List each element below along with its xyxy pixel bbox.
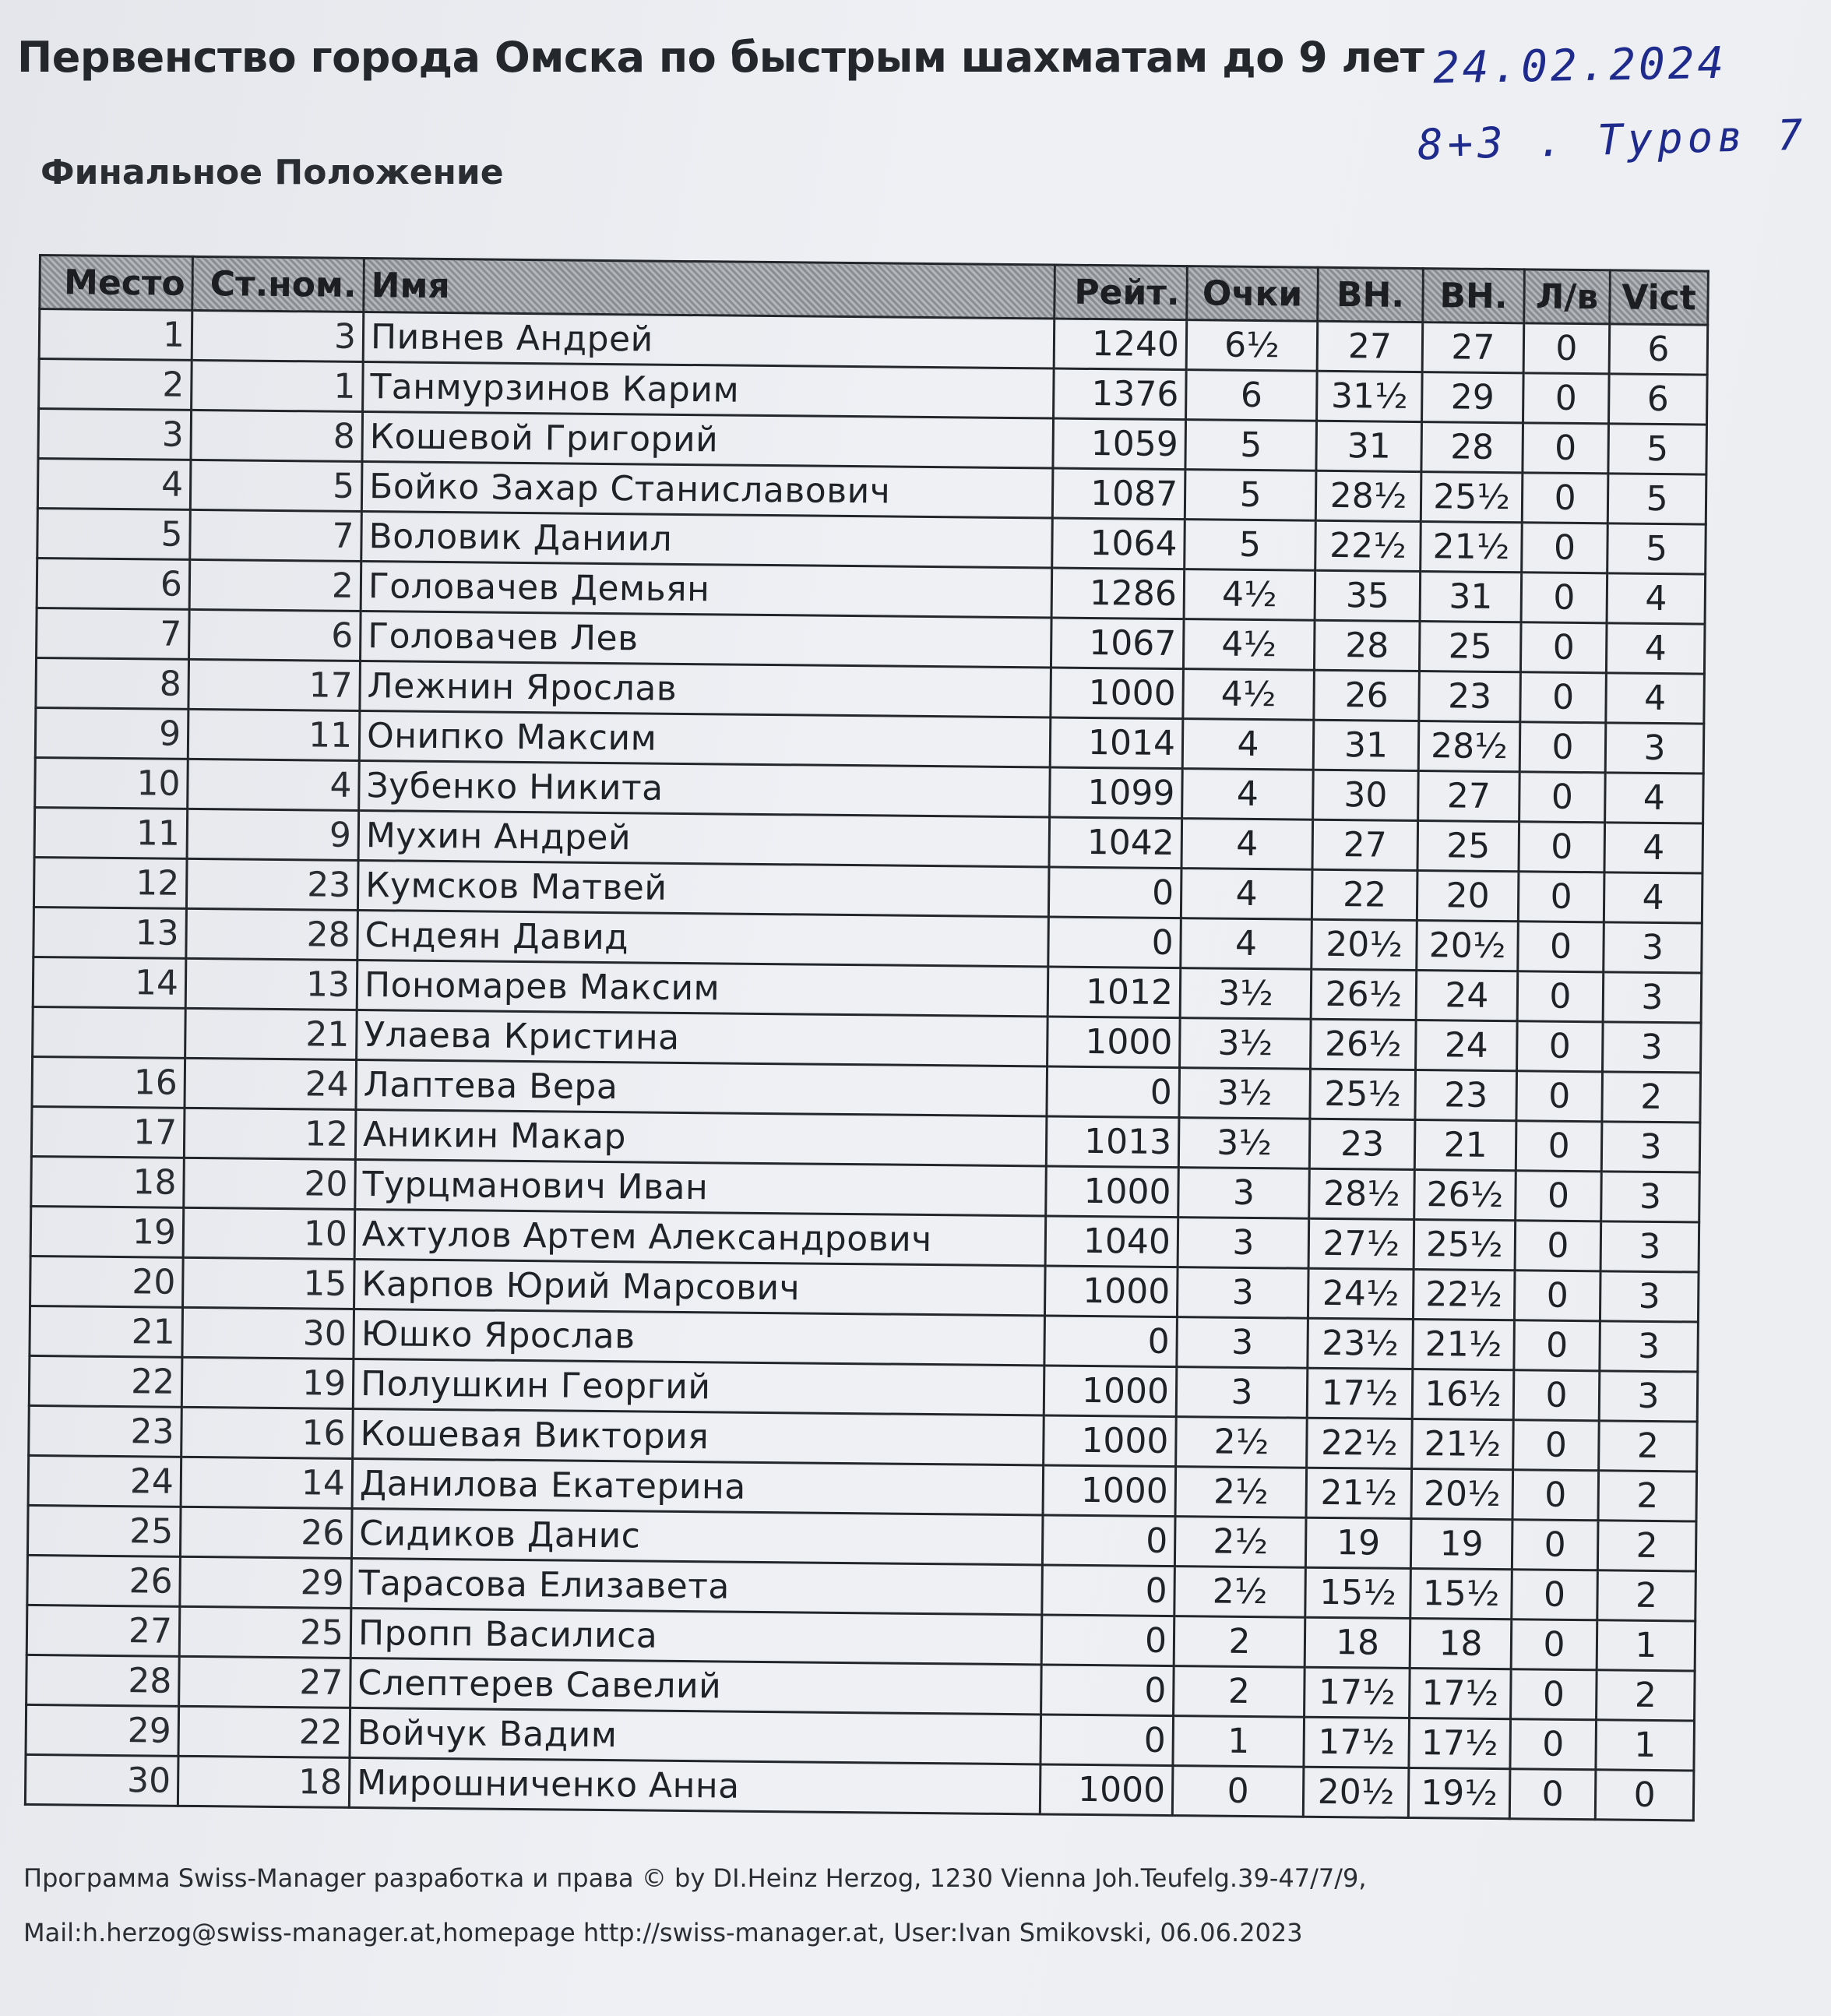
player-name-cell: Тарасова Елизавета — [351, 1558, 1043, 1615]
rating-cell: 1040 — [1045, 1216, 1178, 1267]
tiebreak-2-cell: 25½ — [1421, 472, 1523, 523]
rating-cell: 1064 — [1052, 518, 1185, 569]
points-cell: 3½ — [1178, 1118, 1310, 1169]
tiebreak-2-cell: 21 — [1414, 1120, 1516, 1171]
start-number-cell: 12 — [184, 1108, 356, 1159]
start-number-cell: 26 — [180, 1507, 352, 1558]
player-name-cell: Головачев Демьян — [361, 561, 1052, 618]
rating-cell: 1012 — [1048, 967, 1181, 1018]
place-cell: 8 — [36, 657, 189, 709]
direct-encounter-cell: 0 — [1518, 872, 1604, 922]
start-number-cell: 22 — [178, 1706, 350, 1757]
tiebreak-2-cell: 16½ — [1412, 1369, 1514, 1419]
rating-cell: 0 — [1042, 1515, 1175, 1567]
victories-cell: 6 — [1609, 324, 1708, 375]
start-number-cell: 21 — [185, 1008, 357, 1059]
points-cell: 3 — [1177, 1317, 1308, 1369]
direct-encounter-cell: 0 — [1517, 971, 1604, 1022]
header-tiebreak-2: ВН. — [1423, 269, 1525, 323]
header-name: Имя — [364, 259, 1055, 319]
points-cell: 3½ — [1180, 1018, 1312, 1070]
tiebreak-1-cell: 20½ — [1303, 1767, 1409, 1817]
start-number-cell: 20 — [184, 1158, 356, 1209]
victories-cell: 5 — [1607, 474, 1706, 524]
victories-cell: 3 — [1605, 723, 1704, 774]
place-cell: 29 — [26, 1704, 179, 1756]
direct-encounter-cell: 0 — [1514, 1320, 1600, 1371]
place-cell: 10 — [35, 757, 188, 809]
tiebreak-2-cell: 25 — [1419, 622, 1521, 672]
rating-cell: 1000 — [1048, 1017, 1181, 1068]
start-number-cell: 13 — [185, 958, 357, 1010]
tiebreak-2-cell: 20 — [1417, 871, 1519, 922]
points-cell: 3 — [1177, 1267, 1308, 1319]
tiebreak-1-cell: 35 — [1315, 570, 1421, 621]
tiebreak-1-cell: 28 — [1314, 620, 1420, 671]
rating-cell: 0 — [1042, 1565, 1175, 1616]
header-points: Очки — [1187, 266, 1319, 322]
player-name-cell: Танмурзинов Карим — [363, 362, 1055, 419]
tiebreak-1-cell: 24½ — [1308, 1268, 1414, 1319]
victories-cell: 4 — [1604, 872, 1702, 923]
start-number-cell: 14 — [181, 1457, 353, 1508]
direct-encounter-cell: 0 — [1523, 373, 1610, 424]
player-name-cell: Полушкин Георгий — [353, 1359, 1044, 1415]
rating-cell: 1000 — [1043, 1465, 1176, 1517]
victories-cell: 4 — [1604, 823, 1703, 873]
tiebreak-1-cell: 23½ — [1308, 1318, 1414, 1369]
tiebreak-1-cell: 22½ — [1307, 1418, 1413, 1468]
tiebreak-2-cell: 31 — [1420, 572, 1522, 622]
tiebreak-2-cell: 27 — [1418, 771, 1520, 822]
victories-cell: 4 — [1607, 573, 1706, 624]
place-cell: 23 — [29, 1405, 182, 1457]
rating-cell: 0 — [1041, 1715, 1174, 1766]
direct-encounter-cell: 0 — [1519, 722, 1606, 773]
rating-cell: 1000 — [1044, 1415, 1177, 1467]
start-number-cell: 7 — [190, 509, 362, 561]
rating-cell: 0 — [1048, 867, 1181, 918]
player-name-cell: Кошевой Григорий — [362, 411, 1054, 468]
points-cell: 3 — [1178, 1168, 1310, 1219]
start-number-cell: 15 — [183, 1257, 355, 1309]
header-direct-encounter: Л/в — [1524, 270, 1611, 324]
tiebreak-2-cell: 15½ — [1410, 1568, 1512, 1619]
direct-encounter-cell: 0 — [1520, 622, 1607, 673]
rating-cell: 1042 — [1049, 817, 1182, 869]
tiebreak-1-cell: 30 — [1313, 770, 1419, 820]
rating-cell: 1000 — [1040, 1764, 1173, 1816]
victories-cell: 5 — [1607, 523, 1706, 574]
player-name-cell: Аникин Макар — [355, 1109, 1047, 1166]
points-cell: 3½ — [1179, 1068, 1311, 1119]
player-name-cell: Пивнев Андрей — [363, 312, 1055, 369]
direct-encounter-cell: 0 — [1516, 1171, 1602, 1221]
player-name-cell: Головачев Лев — [361, 611, 1052, 668]
tiebreak-1-cell: 31 — [1313, 720, 1419, 770]
direct-encounter-cell: 0 — [1517, 1021, 1604, 1072]
handwritten-note: 8+3 . Туров 7 — [1417, 110, 1808, 170]
tiebreak-2-cell: 24 — [1416, 971, 1518, 1021]
tiebreak-2-cell: 29 — [1422, 372, 1524, 423]
place-cell: 5 — [37, 508, 191, 559]
victories-cell: 2 — [1597, 1521, 1696, 1571]
points-cell: 5 — [1185, 520, 1316, 571]
place-cell: 14 — [33, 957, 186, 1008]
start-number-cell: 28 — [186, 908, 358, 960]
player-name-cell: Ахтулов Артем Александрович — [354, 1209, 1046, 1266]
points-cell: 4 — [1182, 769, 1314, 820]
start-number-cell: 1 — [192, 360, 364, 411]
victories-cell: 1 — [1597, 1620, 1695, 1671]
tiebreak-1-cell: 22½ — [1315, 520, 1421, 571]
place-cell: 22 — [29, 1355, 182, 1407]
player-name-cell: Войчук Вадим — [350, 1708, 1041, 1764]
victories-cell: 2 — [1597, 1570, 1696, 1621]
rating-cell: 0 — [1041, 1615, 1174, 1666]
tiebreak-1-cell: 31 — [1316, 421, 1422, 471]
start-number-cell: 10 — [183, 1207, 355, 1259]
place-cell: 1 — [39, 309, 192, 361]
tiebreak-1-cell: 17½ — [1307, 1368, 1413, 1419]
player-name-cell: Лаптева Вера — [356, 1059, 1048, 1116]
tiebreak-1-cell: 26½ — [1311, 1019, 1417, 1070]
place-cell: 9 — [35, 707, 188, 759]
place-cell: 17 — [31, 1106, 185, 1158]
place-cell: 25 — [27, 1505, 181, 1556]
direct-encounter-cell: 0 — [1512, 1570, 1598, 1620]
place-cell: 28 — [26, 1655, 180, 1706]
direct-encounter-cell: 0 — [1513, 1420, 1600, 1471]
points-cell: 3 — [1178, 1218, 1309, 1269]
tiebreak-2-cell: 19½ — [1408, 1768, 1510, 1818]
victories-cell: 3 — [1600, 1321, 1699, 1372]
standings-table-wrapper — [24, 254, 1710, 1821]
victories-cell: 3 — [1600, 1271, 1699, 1322]
direct-encounter-cell: 0 — [1512, 1520, 1598, 1570]
rating-cell: 0 — [1044, 1316, 1178, 1367]
tiebreak-2-cell: 20½ — [1411, 1468, 1513, 1519]
player-name-cell: Зубенко Никита — [359, 760, 1051, 817]
points-cell: 2 — [1174, 1666, 1305, 1718]
player-name-cell: Бойко Захар Станиславович — [361, 461, 1053, 518]
player-name-cell: Мирошниченко Анна — [349, 1757, 1041, 1814]
tiebreak-1-cell: 28½ — [1309, 1168, 1415, 1219]
victories-cell: 2 — [1602, 1072, 1701, 1123]
start-number-cell: 16 — [181, 1407, 354, 1458]
direct-encounter-cell: 0 — [1509, 1769, 1596, 1820]
start-number-cell: 9 — [187, 809, 359, 860]
tiebreak-1-cell: 15½ — [1305, 1567, 1411, 1618]
start-number-cell: 8 — [191, 410, 363, 461]
tiebreak-1-cell: 18 — [1305, 1617, 1410, 1668]
place-cell: 19 — [30, 1206, 184, 1257]
document-subtitle: Финальное Положение — [40, 153, 504, 192]
place-cell: 2 — [39, 359, 192, 411]
tiebreak-1-cell: 22 — [1312, 869, 1417, 920]
tiebreak-2-cell: 28 — [1421, 422, 1523, 473]
header-victories: Vict — [1610, 270, 1709, 325]
direct-encounter-cell: 0 — [1523, 423, 1609, 474]
tiebreak-2-cell: 17½ — [1410, 1668, 1512, 1718]
points-cell: 1 — [1173, 1716, 1305, 1768]
start-number-cell: 2 — [189, 559, 361, 611]
player-name-cell: Кошевая Виктория — [353, 1408, 1044, 1465]
rating-cell: 1376 — [1054, 368, 1187, 420]
start-number-cell: 30 — [182, 1307, 354, 1359]
rating-cell: 1014 — [1050, 717, 1183, 769]
victories-cell: 6 — [1609, 374, 1708, 425]
rating-cell: 1059 — [1053, 418, 1186, 470]
tiebreak-2-cell: 21½ — [1421, 522, 1523, 573]
tiebreak-2-cell: 27 — [1422, 322, 1524, 373]
tiebreak-1-cell: 17½ — [1305, 1667, 1410, 1718]
points-cell: 5 — [1185, 470, 1316, 521]
direct-encounter-cell: 0 — [1522, 473, 1608, 523]
tiebreak-2-cell: 23 — [1419, 671, 1521, 722]
tiebreak-1-cell: 27½ — [1308, 1218, 1414, 1269]
victories-cell: 4 — [1606, 673, 1705, 724]
player-name-cell: Воловик Даниил — [361, 511, 1053, 568]
rating-cell: 1087 — [1052, 468, 1185, 520]
victories-cell: 3 — [1599, 1371, 1698, 1422]
tiebreak-1-cell: 23 — [1309, 1119, 1415, 1169]
tiebreak-1-cell: 20½ — [1312, 919, 1417, 970]
victories-cell: 3 — [1604, 922, 1702, 973]
rating-cell: 1013 — [1046, 1116, 1179, 1168]
victories-cell: 3 — [1603, 1022, 1702, 1073]
start-number-cell: 4 — [188, 759, 360, 810]
tiebreak-2-cell: 25½ — [1414, 1220, 1516, 1271]
victories-cell: 2 — [1598, 1471, 1697, 1521]
tiebreak-1-cell: 17½ — [1304, 1717, 1410, 1768]
points-cell: 5 — [1185, 420, 1317, 471]
player-name-cell: Сидиков Данис — [351, 1508, 1043, 1565]
start-number-cell: 17 — [188, 659, 361, 710]
rating-cell: 0 — [1048, 917, 1181, 968]
points-cell: 4 — [1181, 819, 1313, 870]
direct-encounter-cell: 0 — [1511, 1669, 1597, 1720]
footer-contact: Mail:h.herzog@swiss-manager.at,homepage http://swiss-manager.at, User:Ivan Smikovski, 06.06.2023 — [23, 1918, 1303, 1947]
tiebreak-2-cell: 26½ — [1414, 1170, 1516, 1221]
direct-encounter-cell: 0 — [1511, 1619, 1597, 1670]
direct-encounter-cell: 0 — [1521, 573, 1607, 623]
direct-encounter-cell: 0 — [1512, 1470, 1599, 1521]
tiebreak-2-cell: 24 — [1416, 1020, 1518, 1071]
player-name-cell: Карпов Юрий Марсович — [354, 1259, 1046, 1316]
footer-copyright: Программа Swiss-Manager разработка и права © by DI.Heinz Herzog, 1230 Vienna Joh.Teufelg.39-47/7/9, — [23, 1863, 1367, 1893]
tiebreak-1-cell: 26½ — [1311, 969, 1417, 1020]
player-name-cell: Турцманович Иван — [355, 1159, 1047, 1216]
tiebreak-2-cell: 18 — [1410, 1618, 1512, 1669]
direct-encounter-cell: 0 — [1514, 1271, 1600, 1321]
direct-encounter-cell: 0 — [1522, 523, 1608, 573]
place-cell: 30 — [25, 1754, 178, 1806]
header-rating: Рейт. — [1055, 265, 1188, 320]
tiebreak-1-cell: 31½ — [1317, 371, 1423, 421]
direct-encounter-cell: 0 — [1518, 922, 1604, 972]
points-cell: 3 — [1176, 1367, 1308, 1419]
header-place: Место — [40, 256, 193, 311]
tiebreak-1-cell: 28½ — [1315, 471, 1421, 521]
player-name-cell: Слептерев Савелий — [350, 1658, 1042, 1715]
place-cell: 11 — [34, 807, 188, 858]
place-cell: 16 — [32, 1056, 185, 1108]
handwritten-date: 24.02.2024 — [1432, 37, 1727, 94]
start-number-cell: 24 — [185, 1058, 357, 1109]
tiebreak-2-cell: 21½ — [1412, 1419, 1514, 1469]
place-cell: 7 — [37, 608, 190, 659]
victories-cell: 3 — [1603, 972, 1702, 1023]
rating-cell: 1286 — [1051, 568, 1185, 619]
victories-cell: 3 — [1601, 1172, 1700, 1222]
points-cell: 2½ — [1174, 1567, 1306, 1618]
start-number-cell: 25 — [179, 1606, 351, 1658]
points-cell: 6½ — [1186, 320, 1318, 372]
victories-cell: 3 — [1600, 1221, 1699, 1272]
tiebreak-2-cell: 19 — [1410, 1518, 1512, 1569]
points-cell: 0 — [1172, 1766, 1304, 1817]
tiebreak-2-cell: 28½ — [1418, 721, 1520, 772]
document-title: Первенство города Омска по быстрым шахматам до 9 лет — [17, 33, 1424, 82]
direct-encounter-cell: 0 — [1520, 672, 1607, 723]
start-number-cell: 19 — [181, 1357, 354, 1408]
points-cell: 4 — [1181, 869, 1312, 920]
tiebreak-1-cell: 19 — [1305, 1517, 1411, 1568]
start-number-cell: 23 — [186, 858, 358, 910]
tiebreak-2-cell: 17½ — [1409, 1718, 1511, 1768]
rating-cell: 1000 — [1044, 1366, 1177, 1417]
points-cell: 6 — [1186, 370, 1318, 421]
points-cell: 2½ — [1176, 1417, 1308, 1468]
direct-encounter-cell: 0 — [1516, 1121, 1602, 1172]
victories-cell: 2 — [1597, 1670, 1695, 1721]
place-cell — [33, 1006, 186, 1058]
standings-table — [24, 254, 1710, 1821]
victories-cell: 2 — [1599, 1421, 1698, 1471]
place-cell: 21 — [30, 1306, 183, 1357]
player-name-cell: Пропп Василиса — [350, 1608, 1042, 1665]
points-cell: 4½ — [1184, 569, 1315, 621]
header-tiebreak-1: ВН. — [1318, 267, 1424, 322]
player-name-cell: Данилова Екатерина — [352, 1458, 1044, 1515]
points-cell: 2½ — [1174, 1517, 1306, 1568]
points-cell: 2 — [1174, 1616, 1305, 1668]
points-cell: 4½ — [1183, 669, 1315, 721]
start-number-cell: 29 — [180, 1556, 352, 1608]
tiebreak-1-cell: 25½ — [1310, 1069, 1416, 1119]
victories-cell: 1 — [1596, 1720, 1695, 1771]
place-cell: 27 — [26, 1605, 180, 1656]
place-cell: 6 — [37, 558, 190, 609]
victories-cell: 4 — [1606, 623, 1705, 674]
player-name-cell: Мухин Андрей — [358, 810, 1050, 867]
rating-cell: 1000 — [1051, 668, 1184, 719]
rating-cell: 1240 — [1054, 319, 1187, 370]
player-name-cell: Онипко Максим — [359, 710, 1051, 767]
start-number-cell: 18 — [178, 1756, 350, 1807]
rating-cell: 1067 — [1051, 618, 1184, 669]
place-cell: 4 — [37, 459, 191, 510]
points-cell: 4 — [1181, 918, 1312, 970]
start-number-cell: 6 — [189, 609, 361, 661]
place-cell: 12 — [33, 857, 187, 908]
points-cell: 3½ — [1180, 968, 1312, 1020]
player-name-cell: Юшко Ярослав — [354, 1309, 1045, 1366]
tiebreak-2-cell: 23 — [1415, 1070, 1517, 1121]
victories-cell: 0 — [1595, 1770, 1694, 1820]
rating-cell: 0 — [1041, 1665, 1174, 1716]
player-name-cell: Пономарев Максим — [357, 960, 1048, 1017]
start-number-cell: 27 — [179, 1656, 351, 1708]
place-cell: 3 — [38, 409, 192, 460]
rating-cell: 0 — [1047, 1066, 1180, 1118]
tiebreak-2-cell: 20½ — [1417, 921, 1519, 971]
tiebreak-1-cell: 27 — [1312, 819, 1418, 870]
direct-encounter-cell: 0 — [1523, 323, 1610, 374]
place-cell: 26 — [27, 1555, 181, 1606]
player-name-cell: Улаева Кристина — [357, 1010, 1048, 1066]
player-name-cell: Кумсков Матвей — [357, 860, 1049, 917]
direct-encounter-cell: 0 — [1516, 1071, 1603, 1122]
start-number-cell: 11 — [188, 709, 360, 760]
place-cell: 18 — [31, 1156, 185, 1207]
victories-cell: 4 — [1605, 773, 1704, 823]
victories-cell: 5 — [1608, 424, 1707, 474]
direct-encounter-cell: 0 — [1519, 822, 1605, 872]
place-cell: 20 — [30, 1256, 184, 1307]
rating-cell: 1099 — [1050, 767, 1183, 819]
start-number-cell: 5 — [190, 460, 362, 511]
player-name-cell: Лежнин Ярослав — [360, 661, 1051, 717]
rating-cell: 1000 — [1046, 1166, 1179, 1218]
player-name-cell: Сндеян Давид — [357, 910, 1049, 967]
place-cell: 13 — [33, 907, 187, 958]
points-cell: 4½ — [1183, 619, 1315, 671]
header-start-number: Ст.ном. — [192, 256, 364, 312]
place-cell: 24 — [28, 1455, 181, 1507]
points-cell: 4 — [1182, 719, 1314, 770]
tiebreak-1-cell: 26 — [1314, 670, 1420, 721]
direct-encounter-cell: 0 — [1510, 1719, 1597, 1770]
rating-cell: 1000 — [1044, 1266, 1178, 1317]
tiebreak-1-cell: 21½ — [1306, 1468, 1412, 1518]
points-cell: 2½ — [1175, 1467, 1307, 1518]
tiebreak-2-cell: 21½ — [1413, 1320, 1515, 1370]
tiebreak-2-cell: 22½ — [1413, 1270, 1515, 1320]
tiebreak-1-cell: 27 — [1317, 321, 1423, 372]
direct-encounter-cell: 0 — [1519, 772, 1606, 823]
direct-encounter-cell: 0 — [1515, 1221, 1601, 1271]
direct-encounter-cell: 0 — [1513, 1370, 1600, 1421]
start-number-cell: 3 — [192, 310, 364, 361]
tiebreak-2-cell: 25 — [1417, 821, 1519, 872]
victories-cell: 3 — [1601, 1122, 1700, 1172]
